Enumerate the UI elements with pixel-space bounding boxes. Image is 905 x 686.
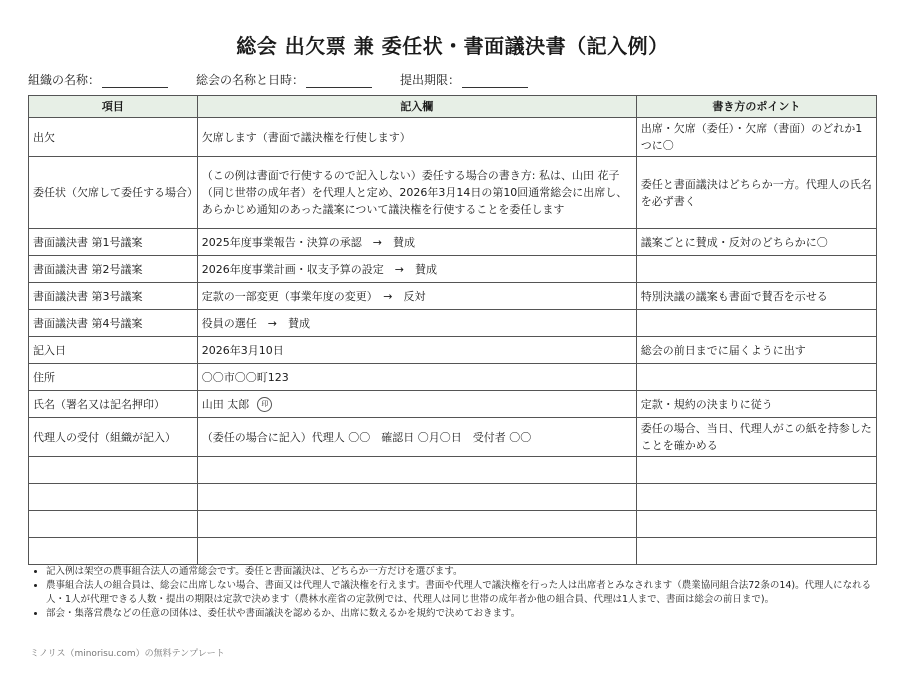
row-entry: 〇〇市〇〇町123 <box>197 364 636 391</box>
row-entry: 定款の一部変更（事業年度の変更） → 反対 <box>197 283 636 310</box>
empty-cell[interactable] <box>29 511 198 538</box>
note-item: • 記入例は架空の農事組合法人の通常総会です。委任と書面議決は、どちらか一方だけを選びます。 <box>46 565 875 579</box>
empty-cell[interactable] <box>197 484 636 511</box>
notes-list <box>30 565 875 621</box>
empty-cell[interactable] <box>29 484 198 511</box>
header-entry: 記入欄 <box>197 96 636 118</box>
note-item: • 部会・集落営農などの任意の団体は、委任状や書面議決を認めるか、出席に数えるかを規約で決めておきます。 <box>46 607 875 621</box>
table-row <box>29 157 877 229</box>
note-item: • 農事組合法人の組合員は、総会に出席しない場合、書面又は代理人で議決権を行えます。書面や代理人で議決権を行った人は出席者とみなされます（農業協同組合法72条の14)。代理人になれる人・1人が代理できる人数・提出の期限は定款で決めます（農林水産省の定款例では、代理人は同じ世帯の成年者か他の組合員、代理は1人まで、書面は総会の前日まで)。 <box>46 579 875 607</box>
empty-row <box>29 511 877 538</box>
empty-cell[interactable] <box>197 538 636 565</box>
row-tip: 定款・規約の決まりに従う <box>636 391 876 418</box>
empty-cell[interactable] <box>636 511 876 538</box>
table-row <box>29 118 877 157</box>
row-item: 出欠 <box>29 118 198 157</box>
row-entry: 欠席します（書面で議決権を行使します） <box>197 118 636 157</box>
page-title: 総会 出欠票 兼 委任状・書面議決書（記入例） <box>236 34 669 58</box>
empty-cell[interactable] <box>197 457 636 484</box>
row-tip: 委任と書面議決はどちらか一方。代理人の氏名を必ず書く <box>636 157 876 229</box>
meeting-field <box>196 71 372 88</box>
row-tip: 特別決議の議案も書面で賛否を示せる <box>636 283 876 310</box>
meeting-blank <box>306 74 372 88</box>
header-tip: 書き方のポイント <box>636 96 876 118</box>
signer-name: 山田 太郎 <box>201 397 250 411</box>
table-header-row <box>29 96 877 118</box>
row-item: 住所 <box>29 364 198 391</box>
row-item: 記入日 <box>29 337 198 364</box>
table-row <box>29 364 877 391</box>
row-item: 書面議決書 第3号議案 <box>29 283 198 310</box>
table-row <box>29 283 877 310</box>
org-name-field <box>28 71 168 88</box>
org-name-blank <box>102 74 168 88</box>
table-row <box>29 229 877 256</box>
row-tip: 委任の場合、当日、代理人がこの紙を持参したことを確かめる <box>636 418 876 457</box>
row-item: 委任状（欠席して委任する場合） <box>29 157 198 229</box>
row-tip <box>636 364 876 391</box>
empty-cell[interactable] <box>29 457 198 484</box>
table-row <box>29 310 877 337</box>
empty-cell[interactable] <box>197 511 636 538</box>
notes-section <box>30 565 875 621</box>
footer-credit: ミノリス（minorisu.com）の無料テンプレート <box>30 649 225 659</box>
seal-icon: 印 <box>257 397 272 412</box>
form-table <box>28 95 877 565</box>
row-tip <box>636 310 876 337</box>
meeting-label: 総会の名称と日時： <box>196 73 305 87</box>
row-entry: 2025年度事業報告・決算の承認 → 賛成 <box>197 229 636 256</box>
meta-line <box>28 68 878 88</box>
empty-row <box>29 457 877 484</box>
row-entry: 役員の選任 → 賛成 <box>197 310 636 337</box>
row-item: 書面議決書 第1号議案 <box>29 229 198 256</box>
row-tip: 総会の前日までに届くように出す <box>636 337 876 364</box>
row-entry: 2026年3月10日 <box>197 337 636 364</box>
table-row <box>29 391 877 418</box>
row-entry: 2026年度事業計画・収支予算の設定 → 賛成 <box>197 256 636 283</box>
row-item: 代理人の受付（組織が記入） <box>29 418 198 457</box>
org-name-label: 組織の名称： <box>28 73 101 87</box>
row-entry: （この例は書面で行使するので記入しない）委任する場合の書き方: 私は、山田 花子（同じ世帯の成年者）を代理人と定め、2026年3月14日の第10回通常総会に出席し、あらかじめ通知のあった議案について議決権を行使することを委任します <box>197 157 636 229</box>
row-item: 書面議決書 第4号議案 <box>29 310 198 337</box>
table-row <box>29 418 877 457</box>
empty-row <box>29 538 877 565</box>
table-row <box>29 337 877 364</box>
deadline-label: 提出期限： <box>400 73 461 87</box>
empty-cell[interactable] <box>636 457 876 484</box>
deadline-blank <box>462 74 528 88</box>
row-tip: 議案ごとに賛成・反対のどちらかに〇 <box>636 229 876 256</box>
row-item: 氏名（署名又は記名押印） <box>29 391 198 418</box>
row-item: 書面議決書 第2号議案 <box>29 256 198 283</box>
row-entry: （委任の場合に記入）代理人 〇〇 確認日 〇月〇日 受付者 〇〇 <box>197 418 636 457</box>
row-tip <box>636 256 876 283</box>
empty-cell[interactable] <box>29 538 198 565</box>
deadline-field <box>400 71 528 88</box>
row-tip: 出席・欠席（委任）・欠席（書面）のどれか1つに〇 <box>636 118 876 157</box>
empty-row <box>29 484 877 511</box>
empty-cell[interactable] <box>636 484 876 511</box>
table-row <box>29 256 877 283</box>
empty-cell[interactable] <box>636 538 876 565</box>
row-entry <box>197 391 636 418</box>
header-item: 項目 <box>29 96 198 118</box>
